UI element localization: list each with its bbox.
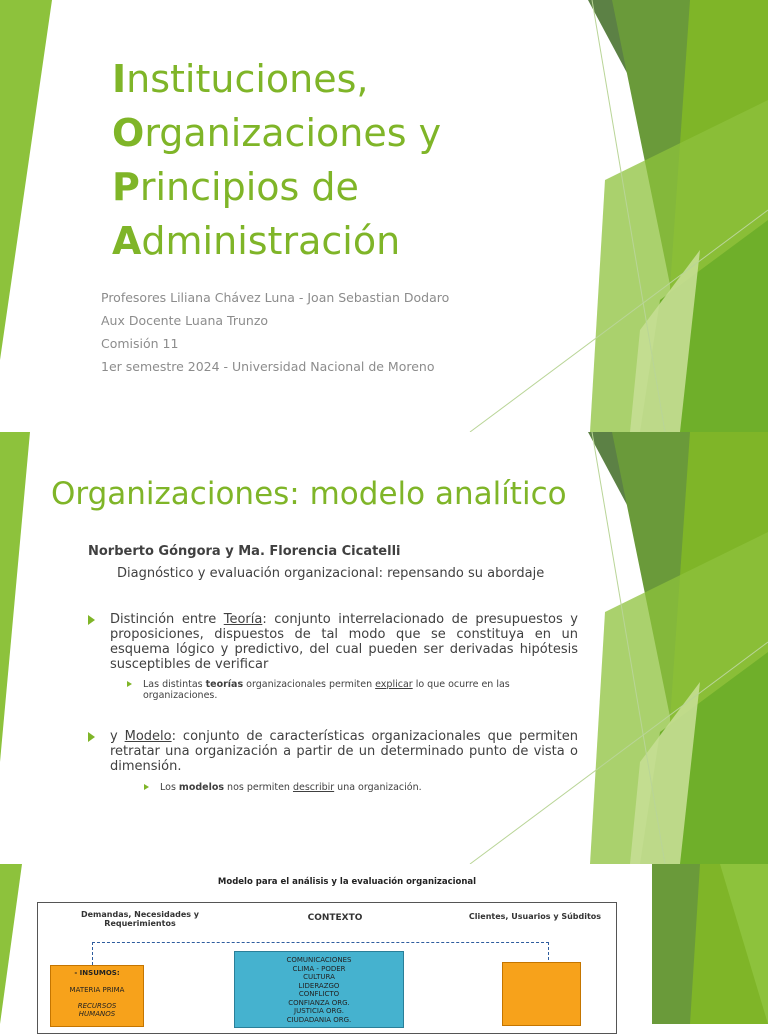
subbullet-text: lo que ocurre en las organizaciones. bbox=[143, 679, 510, 701]
bullet-text: y bbox=[110, 729, 125, 744]
insumos-item: HUMANOS bbox=[78, 1010, 116, 1018]
internal-processes-box bbox=[234, 951, 404, 1028]
bullet-text: : conjunto interrelacionado de presupuestos y proposiciones, dispuestos de tal modo que se constituya en un esquema lógico y predictivo, del cual pueden ser derivadas hipótesis susceptibles de verificar bbox=[110, 612, 578, 672]
subtitle-line-professors: Profesores Liliana Chávez Luna - Joan Sebastian Dodaro bbox=[101, 290, 450, 305]
diagram-label-demands: Demandas, Necesidades y Requerimientos bbox=[80, 910, 200, 928]
title-line-4 bbox=[112, 214, 441, 268]
bullet-text: : conjunto de características organizacionales que permiten retratar una organización a partir de un determinado punto de vista o dimensión. bbox=[110, 729, 578, 774]
term-model: Modelo bbox=[124, 729, 172, 744]
bullet-theory bbox=[110, 612, 578, 672]
process-item: LIDERAZGO bbox=[298, 981, 340, 990]
subbullet-text: nos permiten bbox=[224, 782, 293, 793]
process-item: COMUNICACIONES bbox=[286, 956, 352, 964]
subbullet-text: organizacionales permiten bbox=[243, 679, 376, 690]
title-initial: O bbox=[112, 111, 145, 155]
output-box bbox=[502, 962, 581, 1026]
title-initial: P bbox=[112, 165, 140, 209]
bullet-arrow-icon bbox=[88, 615, 95, 625]
bold-term: modelos bbox=[178, 782, 225, 793]
presentation-subtitle bbox=[101, 286, 449, 378]
subbullet-arrow-icon bbox=[127, 681, 132, 687]
title-line-2 bbox=[112, 106, 441, 160]
title-initial: A bbox=[112, 219, 142, 263]
title-rest: dministración bbox=[141, 219, 401, 263]
bullet-text: Distinción entre bbox=[110, 612, 224, 627]
diagram-label-context: CONTEXTO bbox=[307, 913, 363, 923]
process-item: JUSTICIA ORG. bbox=[294, 1007, 344, 1015]
process-item: CULTURA bbox=[303, 973, 335, 981]
term-describe: describir bbox=[292, 782, 335, 793]
title-rest: nstituciones, bbox=[126, 57, 369, 101]
author-line: Norberto Góngora y Ma. Florencia Cicatelli bbox=[88, 544, 401, 559]
term-explain: explicar bbox=[375, 679, 413, 690]
title-line-3 bbox=[112, 160, 441, 214]
diagram-title: Modelo para el análisis y la evaluación organizacional bbox=[217, 877, 477, 887]
subbullet-models bbox=[160, 782, 560, 793]
process-list bbox=[235, 956, 403, 1024]
subbullet-text: Los bbox=[160, 782, 179, 793]
insumos-item: MATERIA PRIMA bbox=[69, 986, 125, 994]
subtitle-line-commission: Comisión 11 bbox=[101, 336, 179, 351]
subbullet-text: Las distintas bbox=[143, 679, 206, 690]
title-initial: I bbox=[112, 57, 127, 101]
insumos-item: RECURSOS bbox=[77, 1002, 117, 1010]
bullet-arrow-icon bbox=[88, 732, 95, 742]
title-line-1 bbox=[112, 52, 441, 106]
process-item: CIUDADANIA ORG. bbox=[286, 1015, 352, 1024]
title-rest: rganizaciones y bbox=[144, 111, 442, 155]
insumos-box bbox=[50, 965, 144, 1027]
subbullet-text: una organización. bbox=[334, 782, 422, 793]
subbullet-theories bbox=[143, 679, 563, 701]
term-theory: Teoría bbox=[223, 612, 263, 627]
subtitle-line-assistant: Aux Docente Luana Trunzo bbox=[101, 313, 269, 328]
presentation-title bbox=[112, 52, 441, 268]
insumos-title: - INSUMOS: bbox=[74, 969, 120, 977]
process-item: CONFLICTO bbox=[298, 990, 340, 998]
work-title: Diagnóstico y evaluación organizacional: repensando su abordaje bbox=[117, 566, 545, 581]
process-item: CLIMA - PODER bbox=[292, 964, 346, 973]
slide-1 bbox=[0, 0, 768, 432]
subbullet-arrow-icon bbox=[144, 784, 149, 790]
bullet-model bbox=[110, 729, 578, 774]
process-item: CONFIANZA ORG. bbox=[288, 998, 350, 1007]
title-rest: rincipios de bbox=[139, 165, 359, 209]
slide-2-title: Organizaciones: modelo analítico bbox=[51, 476, 567, 512]
bold-term: teorías bbox=[205, 679, 244, 690]
subtitle-line-semester: 1er semestre 2024 - Universidad Nacional de Moreno bbox=[101, 359, 435, 374]
diagram-label-clients: Clientes, Usuarios y Súbditos bbox=[468, 912, 602, 921]
